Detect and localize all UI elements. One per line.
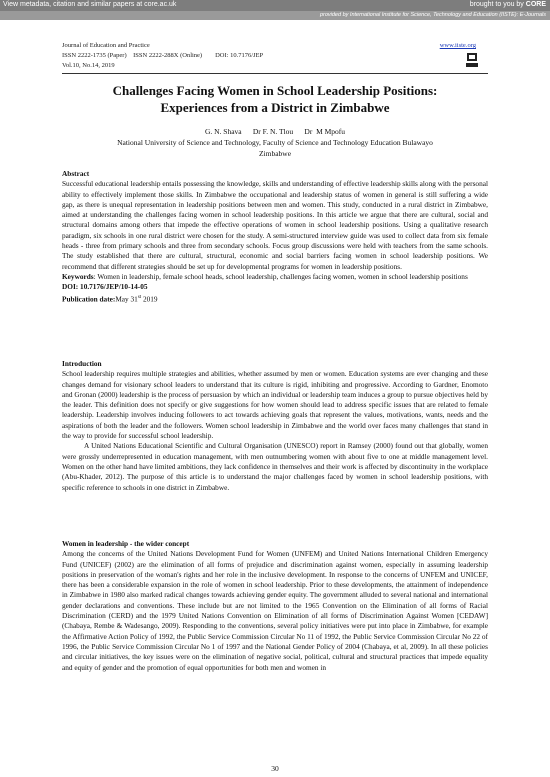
wider-concept-section [62, 539, 488, 673]
core-logo-text: CORE [525, 1, 546, 8]
wider-concept-paragraph-1: Among the concerns of the United Nations Development Fund for Women (UNFEM) and United Nations International Children Emergency Fund (UNICEF) (2002) are the elimination of all forms of prejudice and discrimination against women, especially in assuming leadership positions in preservation of the woman's rights and her role in the inclusive development. In response to the concerns of UNFEM and UNICEF, there has been a considerable expansion in the role of women in school leadership. Prior to these developments, the attainment of independence in Zimbabwe in 1980 also marked radical changes towards achieving gender equity. The government alluded to several national and international gender declarations and conventions. These include but are not limited to the 1965 Convention on the Elimination of all forms of Racial Discrimination (CERD) and the 1979 United Nations Convention on Elimination of all forms of Discrimination Against Women [CEDAW] (Chabaya, Rembe & Wadesango, 2009). Responding to the conventions, several policy initiatives were put into place in Zimbabwe, for example the Affirmative Action Policy of 1992, the Public Service Commission Circular No 11 of 1992, the Public Service Commission Circular No 22 of 1996, the Public Service Commission Circular No 1 of 1997 and the National Gender Policy of 2004 (Chabaya, et al, 2009). In all these policies and circular initiatives, the key issues were on the elimination of negative social, political, cultural and structural practices that impede equality and equity of gender and the promotion of equal opportunities for both men and women in [62, 549, 488, 672]
publication-date-sup: st [137, 294, 142, 300]
affiliation-line-1: National University of Science and Technology, Faculty of Science and Technology Education Bulawayo [117, 138, 433, 147]
abstract-heading: Abstract [62, 169, 90, 178]
core-brand[interactable] [470, 1, 546, 8]
authors: G. N. Shava Dr F. N. Tlou Dr M Mpofu [204, 127, 346, 136]
provider-banner [0, 11, 550, 20]
abstract-text: Successful educational leadership entails possessing the knowledge, skills and understanding of effective leadership skills along with the personal ability to effectively implement those skills. In Zimbabwe the occupational and leadership status of women in general is still suffering a wide gap, as there is unequal representation in leadership positions between men and women. This study, conducted in a rural district in Zimbabwe, aimed at understanding the challenges facing women in school leadership positions. In this article we argue that there are cultural, social and structural domains among others that impede the effective operations of women in school leadership positions. Using a qualitative research paradigm, six schools in one rural district were chosen for the study. A semi-structured interview guide was used to collect data from six female heads - three from primary schools and three from secondary schools. Focus group discussions were held with teachers from the same schools. The study established that there are cultural, structural, economic and social barriers facing women in school leadership positions. We recommend that different strategies should be set up for developmental programs for women in leadership positions. [62, 179, 488, 271]
paper-title [62, 82, 488, 116]
journal-url-link[interactable]: www.iiste.org [439, 42, 476, 49]
introduction-section [62, 359, 488, 493]
affiliation-line-2: Zimbabwe [258, 149, 292, 158]
keywords-label: Keywords [62, 271, 94, 281]
introduction-heading: Introduction [62, 359, 102, 368]
introduction-paragraph-1: School leadership requires multiple strategies and abilities, whether assumed by men or women. Education systems are ever changing and these changes demand for visionary school leaders to understand that its culture is rigid, inhibiting and progressive. According to Gardner, Enomoto and Gronan (2000) leadership is the process of persuasion by which an individual or leadership team induces a group to pursue objectives held by the leader. This definition does not specify or give suggestions for how women should lead to address specific issues that are related to female leadership. Leadership involves inducing followers to act towards achieving goals that represent the values, motivations, wants, needs and the aspirations of both the leader and the followers. Women school leadership in Zimbabwe and the world over faces many challenges that stand in the way to provide for successful school leadership. [62, 369, 488, 441]
publication-date [62, 293, 488, 305]
brought-by-text: brought to you by [469, 1, 524, 8]
title-line-2: Experiences from a District in Zimbabwe [160, 100, 390, 115]
keywords [62, 272, 488, 282]
introduction-paragraph-2: A United Nations Educational Scientific and Cultural Organisation (UNESCO) report in Ramsey (2000) found out that globally, women were grossly underrepresented in education management, with men outnumbering women with about five to one at middle management level. Women on the other hand have limited ambitions, they lack confidence in themselves and their work is affected by discontinuity in the workplace (Abu-Khader, 2012). The purpose of this article is to understand the major challenges faced by women in school leadership positions, with specific reference to schools in one district in Zimbabwe. [62, 441, 488, 492]
journal-issn: ISSN 2222-1735 (Paper) ISSN 2222-288X (Online) DOI: 10.7176/JEP [62, 52, 264, 59]
provider-text: provided by International Institute for Science, Technology and Education (IISTE): E-Journals [319, 12, 546, 18]
journal-volume: Vol.10, No.14, 2019 [62, 62, 115, 69]
publication-date-label: Publication date: [62, 293, 116, 303]
title-line-1: Challenges Facing Women in School Leadership Positions: [112, 83, 438, 98]
core-banner [0, 0, 550, 11]
doi: DOI: 10.7176/JEP/10-14-05 [62, 282, 148, 292]
wider-concept-heading: Women in leadership - the wider concept [62, 539, 190, 548]
page-number: 30 [271, 764, 279, 773]
iiste-logo-icon [466, 52, 478, 68]
abstract-section [62, 169, 488, 304]
metadata-link[interactable]: View metadata, citation and similar papers at core.ac.uk [3, 1, 177, 8]
publication-year: 2019 [141, 293, 158, 303]
header-divider [62, 73, 488, 74]
journal-name: Journal of Education and Practice [62, 42, 150, 49]
publication-date-value: May 31 [115, 293, 138, 303]
keywords-text: : Women in leadership, female school heads, school leadership, challenges facing women, women in school leadership positions [93, 271, 468, 281]
